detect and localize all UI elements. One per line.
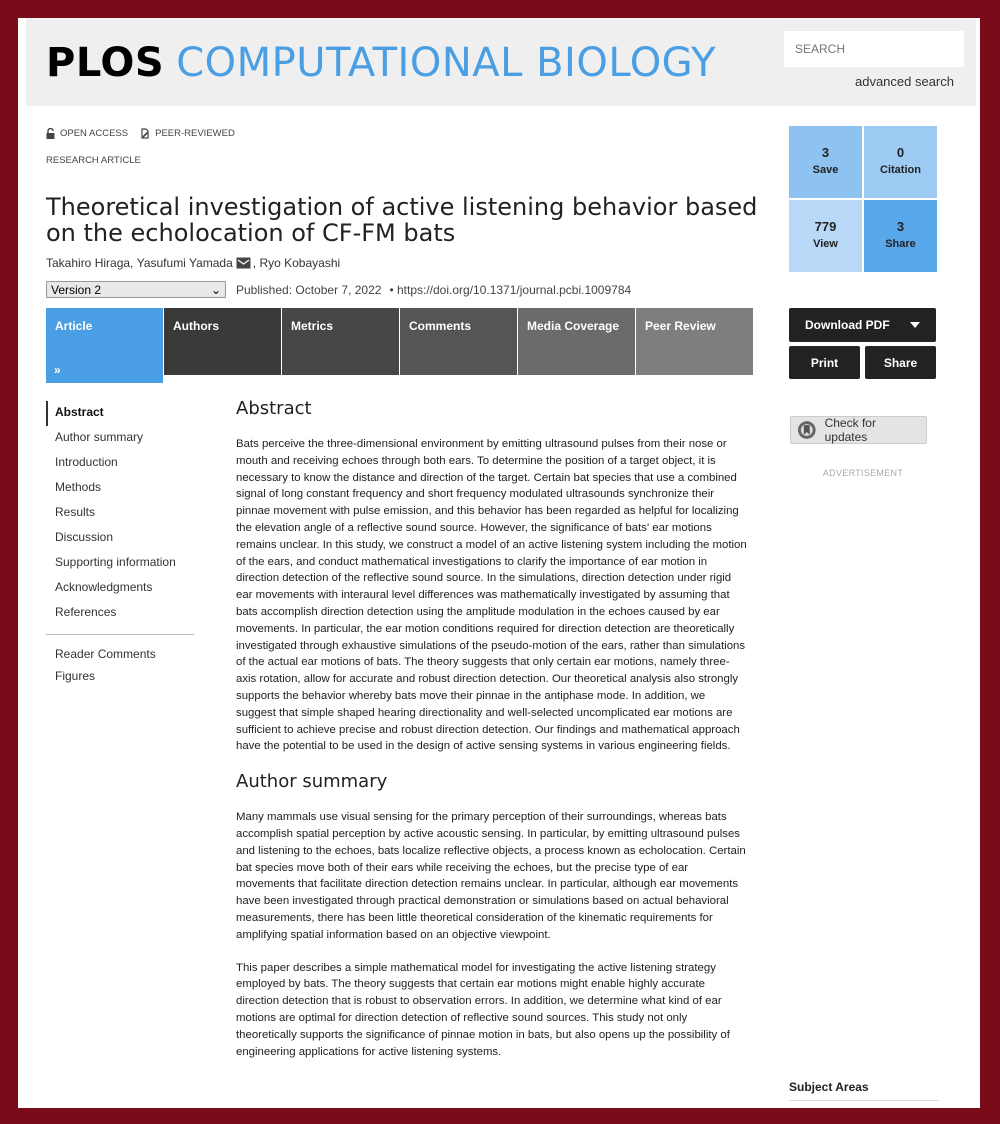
- author-summary-paragraph: This paper describes a simple mathematical model for investigating the active listening strategy employed by bats. The theory suggests that certain ear motions might enable highly accurate direction detection that is robust to observation errors. In addition, we determine what kind of ear motions are optimal for direction detection of reflective sound sources. This study not only theoretically supports the significance of pinnae motion in bats, but also opens up the possibility of engineering applications for active listening systems.: [236, 961, 730, 1058]
- metric-share[interactable]: [864, 200, 937, 272]
- peer-review-icon: [140, 128, 150, 139]
- caret-down-icon: [910, 322, 920, 328]
- check-for-updates-button[interactable]: [790, 416, 927, 444]
- version-value: Version 2: [51, 282, 102, 297]
- journal-logo[interactable]: [46, 40, 716, 86]
- check-for-updates-label: Check for updates: [824, 416, 876, 444]
- share-button[interactable]: Share: [865, 346, 936, 379]
- advanced-search-link[interactable]: advanced search: [854, 74, 954, 89]
- tab-authors[interactable]: [164, 308, 281, 375]
- print-button[interactable]: Print: [789, 346, 860, 379]
- abstract-heading: Abstract: [236, 398, 312, 419]
- crossmark-icon: [797, 420, 817, 440]
- page: [18, 18, 980, 1108]
- nav-figures[interactable]: Figures: [55, 669, 96, 683]
- article-badges: [46, 128, 235, 139]
- article-type: RESEARCH ARTICLE: [46, 155, 141, 166]
- author-name[interactable]: Yasufumi Yamada: [136, 256, 233, 270]
- open-access-badge: [46, 128, 128, 139]
- search-input[interactable]: [784, 31, 964, 67]
- nav-references[interactable]: References: [55, 605, 117, 619]
- metric-value: 0: [896, 145, 905, 160]
- download-pdf-label: Download PDF: [805, 318, 890, 332]
- abstract-text: Bats perceive the three-dimensional environment by emitting ultrasound pulses from their nose or mouth and receiving echoes through both ears. To determine the position of a target object, it is necessary to know the distance and direction of the target. Certain bat species that use a combined signal of long constant frequency and short frequency modulated ultrasounds synchronize their pinnae movement with pulse emission, and this behavior has been regarded as helpful for localizing the elevation angle of a reflective sound source. However, the significance of bats' ear motions remains unclear. In this study, we construct a model of an active listening system including the motion of the ears, and conduct mathematical investigations to clarify the importance of ear motion in direction detection of the reflective sound source. In the simulations, direction detection under rigid ear movements with interaural level differences was mathematically investigated by assuming that bats accomplish direction detection using the amplitude modulation in the echoes caused by ear movements. In particular, the ear motion conditions required for direction detection are theoretically investigated through exhaustive simulations of the pseudo-motion of the ears, rather than simulations of the actual ear motions of bats. The theory suggests that only certain ear motions, namely three-axis rotation, allow for accurate and robust direction detection. Our theoretical analysis also strongly supports the behavior whereby bats move their pinnae in the antiphase mode. In addition, we suggest that simple shaped hearing directionality and well-selected uncomplicated ear motions are sufficient to achieve precise and robust direction detection. Our findings and mathematical approach have the potential to be used in the design of active sensing systems in various engineering fields.: [236, 438, 747, 753]
- subject-areas-heading: Subject Areas: [789, 1080, 939, 1101]
- nav-results[interactable]: Results: [55, 505, 96, 519]
- nav-supporting-information[interactable]: Supporting information: [55, 555, 176, 569]
- author-list: [46, 256, 340, 270]
- metric-label: View: [813, 238, 838, 250]
- tab-label: Article: [55, 319, 93, 333]
- tab-comments[interactable]: [400, 308, 517, 375]
- metric-value: 3: [896, 219, 905, 234]
- metric-label: Citation: [880, 164, 921, 176]
- nav-acknowledgments[interactable]: Acknowledgments: [55, 580, 153, 594]
- version-select[interactable]: [46, 281, 226, 298]
- tab-label: Media Coverage: [527, 319, 620, 333]
- article-metrics: [789, 126, 937, 272]
- metric-save[interactable]: [789, 126, 862, 198]
- peer-reviewed-label: PEER-REVIEWED: [155, 128, 235, 140]
- metric-label: Share: [885, 238, 916, 250]
- nav-author-summary[interactable]: Author summary: [55, 430, 144, 444]
- email-icon[interactable]: [236, 257, 251, 269]
- peer-reviewed-badge: [140, 128, 235, 139]
- chevron-down-icon: ⌄: [210, 282, 221, 297]
- article-body: [236, 398, 748, 1076]
- masthead: [26, 18, 976, 106]
- tab-article[interactable]: [46, 308, 163, 383]
- tab-label: Authors: [173, 319, 219, 333]
- author-name[interactable]: Takahiro Hiraga,: [46, 256, 134, 270]
- author-summary-heading: Author summary: [236, 771, 388, 793]
- tab-media-coverage[interactable]: [518, 308, 635, 375]
- section-nav: [46, 401, 196, 689]
- tab-peer-review[interactable]: [636, 308, 753, 375]
- article-title: Theoretical investigation of active listening behavior based on the echolocation of CF-FM bats: [46, 193, 758, 247]
- doi-link[interactable]: • https://doi.org/10.1371/journal.pcbi.1009784: [389, 282, 632, 297]
- logo-plos: PLOS: [46, 40, 165, 86]
- nav-discussion[interactable]: Discussion: [55, 530, 114, 544]
- nav-reader-comments[interactable]: Reader Comments: [55, 647, 156, 661]
- double-chevron-down-icon: »: [54, 363, 61, 377]
- nav-abstract[interactable]: Abstract: [46, 401, 196, 426]
- nav-divider: [46, 634, 194, 635]
- advertisement-label: ADVERTISEMENT: [822, 468, 904, 478]
- metric-value: 779: [814, 219, 837, 234]
- tab-metrics[interactable]: [282, 308, 399, 375]
- author-summary-paragraph: Many mammals use visual sensing for the primary perception of their surroundings, whereas bats accomplish spatial perception by active acoustic sensing. In particular, by emitting ultrasound pulses and listening to the echoes, bats localize reflective objects, a process known as echolocation. Certain bat species move both of their ears while receiving the echoes, but the precise type of ear movements that facilitate direction detection remains unclear. In particular, although ear movements have been investigated through practical demonstration or simulations based on actual behavioral measurements, there has been little theoretical consideration of the kinematic requirements for amplifying spatial information based on an objective viewpoint.: [236, 811, 746, 941]
- author-name[interactable]: , Ryo Kobayashi: [252, 256, 341, 270]
- nav-introduction[interactable]: Introduction: [55, 455, 118, 469]
- metric-value: 3: [821, 145, 830, 160]
- version-row: [46, 281, 631, 298]
- article-tabs: [46, 308, 754, 383]
- tab-label: Peer Review: [645, 319, 716, 333]
- tab-label: Comments: [409, 319, 472, 333]
- metric-label: Save: [812, 164, 839, 176]
- doi-text[interactable]: https://doi.org/10.1371/journal.pcbi.1009784: [396, 282, 632, 297]
- metric-citation[interactable]: [864, 126, 937, 198]
- open-access-label: OPEN ACCESS: [60, 128, 129, 140]
- metric-view[interactable]: [789, 200, 862, 272]
- tab-label: Metrics: [291, 319, 334, 333]
- open-lock-icon: [46, 128, 55, 139]
- nav-methods[interactable]: Methods: [55, 480, 102, 494]
- logo-journal: COMPUTATIONAL BIOLOGY: [176, 40, 717, 86]
- download-pdf-button[interactable]: [789, 308, 936, 342]
- published-date: Published: October 7, 2022: [236, 282, 382, 297]
